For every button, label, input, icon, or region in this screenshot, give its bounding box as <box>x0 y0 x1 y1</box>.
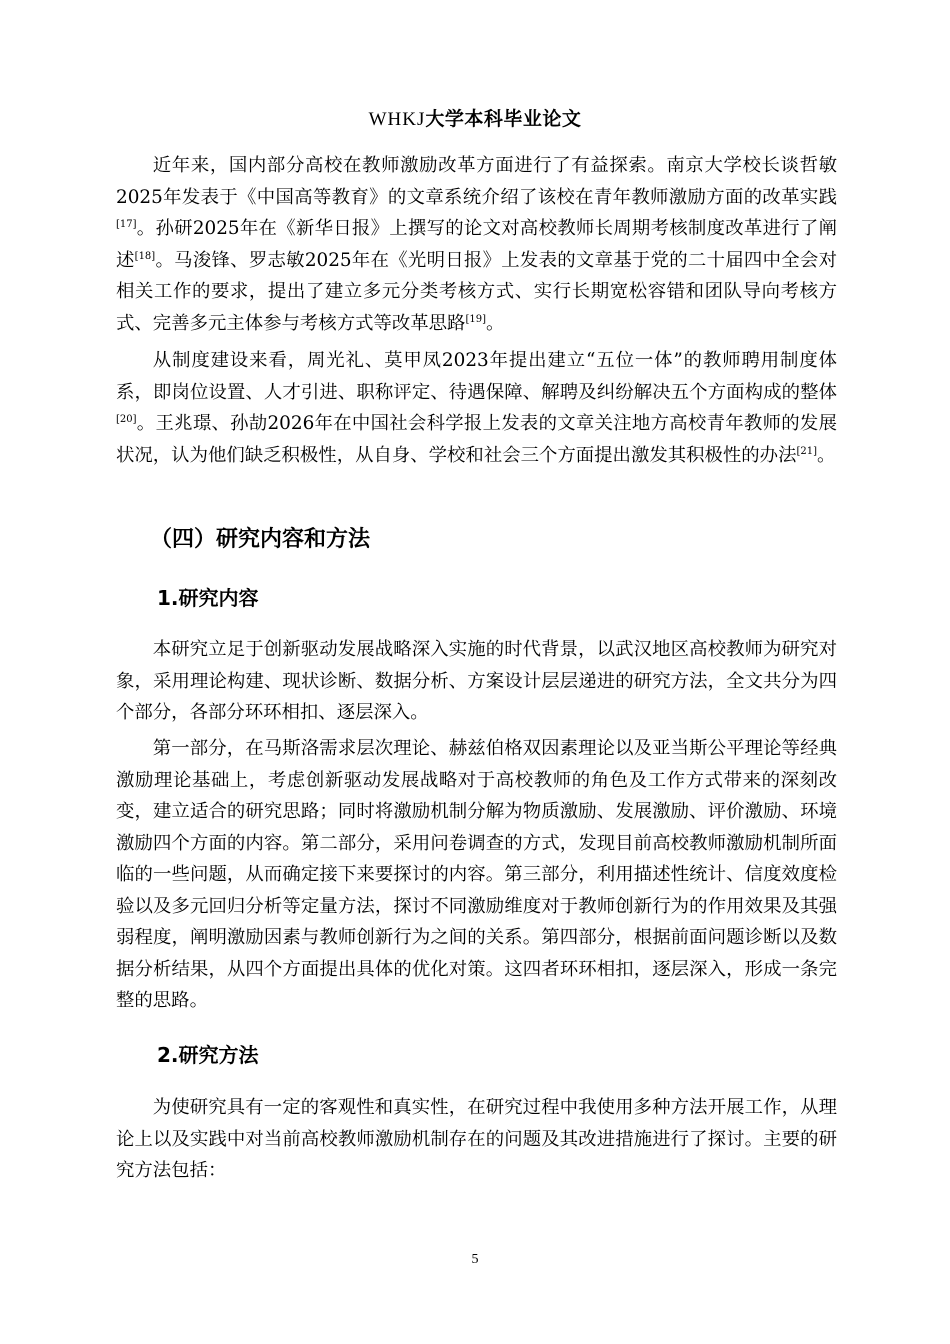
paragraph-text: 。 <box>485 312 505 334</box>
header-title: 大学本科毕业论文 <box>425 108 582 130</box>
section-heading-research-content-methods: （四）研究内容和方法 <box>150 527 371 552</box>
paragraph-reform-practices <box>116 150 837 339</box>
paragraph-text: 。马浚锋、罗志敏2025年在《光明日报》上发表的文章基于党的二十届四中全会对相关工作的要求，提出了建立多元分类考核方式、实行长期宽松容错和团队导向考核方式、完善多元主体参与考核方式等改革思路 <box>116 249 837 334</box>
paragraph-text: 。 <box>817 444 836 466</box>
paragraph-text: 。王兆璟、孙劼2026年在中国社会科学报上发表的文章关注地方高校青年教师的发展状况，认为他们缺乏积极性，从自身、学校和社会三个方面提出激发其积极性的办法 <box>116 413 837 466</box>
subsection-heading-research-methods: 2.研究方法 <box>157 1043 259 1067</box>
citation-ref[interactable]: [17] <box>116 219 137 230</box>
subsection-heading-research-content: 1.研究内容 <box>157 586 259 610</box>
header-institution-code: WHKJ <box>368 109 426 130</box>
paragraph-text: 近年来，国内部分高校在教师激励改革方面进行了有益探索。南京大学校长谈哲敏2025年发表于《中国高等教育》的文章系统介绍了该校在青年教师激励方面的改革实践 <box>116 155 837 208</box>
paragraph-four-parts: 第一部分，在马斯洛需求层次理论、赫兹伯格双因素理论以及亚当斯公平理论等经典激励理论基础上，考虑创新驱动发展战略对于高校教师的角色及工作方式带来的深刻改变，建立适合的研究思路；同时将激励机制分解为物质激励、发展激励、评价激励、环境激励四个方面的内容。第二部分，采用问卷调查的方式，发现目前高校教师激励机制所面临的一些问题，从而确定接下来要探讨的内容。第三部分，利用描述性统计、信度效度检验以及多元回归分析等定量方法，探讨不同激励维度对于教师创新行为的作用效果及其强弱程度，阐明激励因素与教师创新行为之间的关系。第四部分，根据前面问题诊断以及数据分析结果，从四个方面提出具体的优化对策。这四者环环相扣，逐层深入，形成一条完整的思路。 <box>116 738 837 1011</box>
page-number: 5 <box>471 1252 479 1267</box>
citation-ref[interactable]: [21] <box>796 445 817 457</box>
citation-ref[interactable]: [18] <box>134 250 156 262</box>
paragraph-methods-intro: 为使研究具有一定的客观性和真实性，在研究过程中我使用多种方法开展工作，从理论上以及实践中对当前高校教师激励机制存在的问题及其改进措施进行了探讨。主要的研究方法包括： <box>116 1097 837 1181</box>
paragraph-institutional-system <box>116 345 837 471</box>
citation-ref[interactable]: [19] <box>465 313 486 325</box>
paragraph-research-overview: 本研究立足于创新驱动发展战略深入实施的时代背景，以武汉地区高校教师为研究对象，采用理论构建、现状诊断、数据分析、方案设计层层递进的研究方法，全文共分为四个部分，各部分环环相扣、逐层深入。 <box>116 639 837 723</box>
running-header <box>0 104 950 131</box>
citation-ref[interactable]: [20] <box>116 414 137 425</box>
paragraph-text: 。孙研2025年在《新华日报》上撰写的论文对高校教师长周期考核制度改革进行了阐述 <box>116 218 837 271</box>
paragraph-text: 从制度建设来看，周光礼、莫甲凤2023年提出建立“五位一体”的教师聘用制度体系，即岗位设置、人才引进、职称评定、待遇保障、解聘及纠纷解决五个方面构成的整体 <box>116 350 837 403</box>
